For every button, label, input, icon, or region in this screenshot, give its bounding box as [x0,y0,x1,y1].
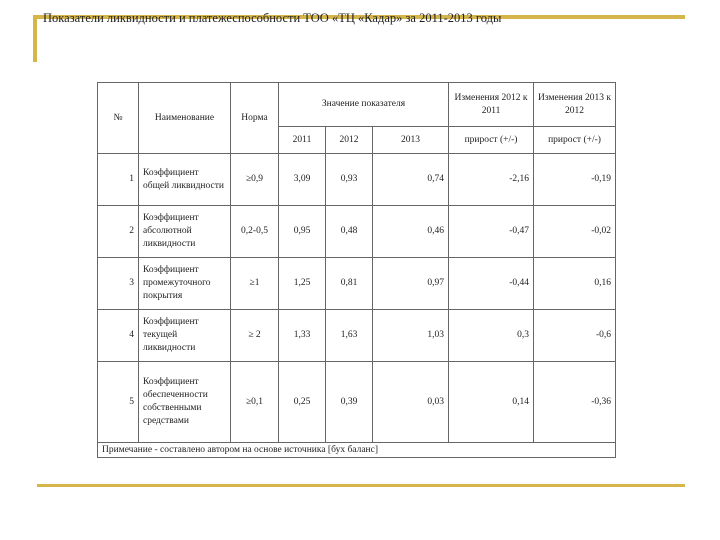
row-norm: 0,2-0,5 [231,206,279,258]
header-change-1: Изменения 2012 к 2011 [449,83,534,127]
row-norm: ≥0,9 [231,154,279,206]
table-note: Примечание - составлено автором на основе источника [бух баланс] [98,443,616,458]
row-num: 3 [98,258,139,310]
row-delta-1: 0,3 [449,310,534,362]
header-norm: Норма [231,83,279,154]
row-value-2013: 0,74 [373,154,449,206]
header-name: Наименование [139,83,231,154]
row-num: 2 [98,206,139,258]
table-row [98,258,616,310]
row-delta-2: -0,19 [534,154,616,206]
header-value-group: Значение показателя [279,83,449,127]
row-delta-2: 0,16 [534,258,616,310]
row-name: Коэффициент текущей ликвидности [139,310,231,362]
table-row [98,206,616,258]
row-value-2011: 3,09 [279,154,326,206]
row-value-2011: 1,33 [279,310,326,362]
row-norm: ≥0,1 [231,362,279,443]
row-value-2012: 0,39 [326,362,373,443]
row-delta-1: 0,14 [449,362,534,443]
row-name: Коэффициент обеспеченности собственными средствами [139,362,231,443]
row-value-2011: 0,95 [279,206,326,258]
header-num: № [98,83,139,154]
row-delta-1: -0,44 [449,258,534,310]
row-value-2013: 1,03 [373,310,449,362]
table-row [98,362,616,443]
header-year-2012: 2012 [326,127,373,154]
row-value-2012: 0,93 [326,154,373,206]
row-norm: ≥ 2 [231,310,279,362]
table-row [98,154,616,206]
row-value-2013: 0,97 [373,258,449,310]
row-name: Коэффициент абсолютной ликвидности [139,206,231,258]
row-num: 5 [98,362,139,443]
decorative-vertical-line [33,15,37,62]
header-delta-2: прирост (+/-) [534,127,616,154]
header-year-2011: 2011 [279,127,326,154]
row-delta-2: -0,02 [534,206,616,258]
row-value-2012: 1,63 [326,310,373,362]
decorative-bottom-line [37,484,685,487]
liquidity-table [97,82,616,458]
row-value-2013: 0,46 [373,206,449,258]
row-norm: ≥1 [231,258,279,310]
row-value-2013: 0,03 [373,362,449,443]
note-row [98,443,616,458]
header-delta-1: прирост (+/-) [449,127,534,154]
page-title: Показатели ликвидности и платежеспособности ТОО «ТЦ «Кадар» за 2011-2013 годы [43,11,502,25]
row-value-2012: 0,81 [326,258,373,310]
row-num: 1 [98,154,139,206]
table-row [98,310,616,362]
header-year-2013: 2013 [373,127,449,154]
row-name: Коэффициент промежуточного покрытия [139,258,231,310]
row-delta-1: -0,47 [449,206,534,258]
row-delta-2: -0,36 [534,362,616,443]
header-row-1 [98,83,616,127]
row-value-2012: 0,48 [326,206,373,258]
row-delta-1: -2,16 [449,154,534,206]
row-delta-2: -0,6 [534,310,616,362]
row-value-2011: 0,25 [279,362,326,443]
row-name: Коэффициент общей ликвидности [139,154,231,206]
header-change-2: Изменения 2013 к 2012 [534,83,616,127]
row-num: 4 [98,310,139,362]
row-value-2011: 1,25 [279,258,326,310]
